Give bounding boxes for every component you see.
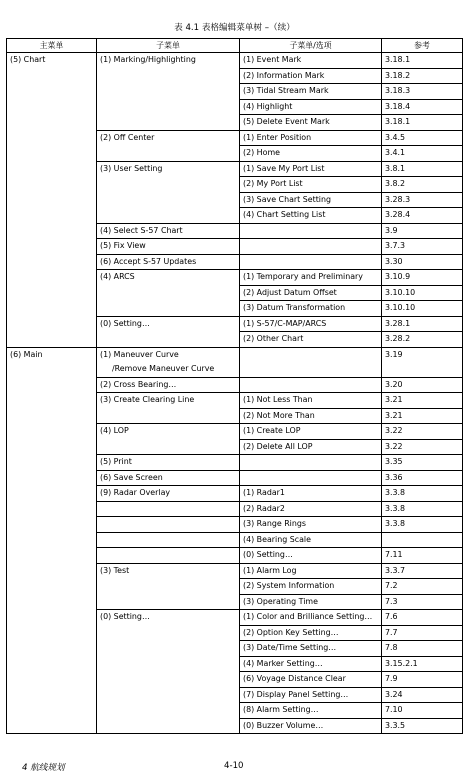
option-cell: (4) Bearing Scale	[240, 532, 382, 548]
header-reference: 参考	[382, 39, 463, 53]
option-cell: (1) Color and Brilliance Setting…	[240, 610, 382, 626]
reference-cell: 3.18.4	[382, 99, 463, 115]
reference-cell: 3.36	[382, 470, 463, 486]
submenu-cell: (3) Create Clearing Line	[97, 393, 240, 424]
submenu-cell: (4) Select S-57 Chart	[97, 223, 240, 239]
submenu-line-2: /Remove Maneuver Curve	[112, 364, 215, 373]
submenu-cell: (5) Fix View	[97, 239, 240, 255]
submenu-line-1: (1) Maneuver Curve	[100, 349, 179, 359]
reference-cell: 3.18.2	[382, 68, 463, 84]
reference-cell: 3.19	[382, 347, 463, 377]
option-cell: (0) Setting…	[240, 548, 382, 564]
chapter-footer: 4 航线规划	[22, 763, 65, 773]
reference-cell: 3.28.4	[382, 208, 463, 224]
table-row	[7, 347, 463, 377]
reference-cell: 3.24	[382, 687, 463, 703]
option-cell: (1) Radar1	[240, 486, 382, 502]
option-cell: (1) Event Mark	[240, 53, 382, 69]
option-cell: (4) Chart Setting List	[240, 208, 382, 224]
reference-cell: 7.10	[382, 703, 463, 719]
reference-cell: 7.8	[382, 641, 463, 657]
option-cell: (4) Highlight	[240, 99, 382, 115]
submenu-cell-empty	[97, 532, 240, 548]
reference-cell: 3.21	[382, 408, 463, 424]
option-cell: (2) My Port List	[240, 177, 382, 193]
reference-cell: 3.28.1	[382, 316, 463, 332]
option-cell: (2) Option Key Setting…	[240, 625, 382, 641]
reference-cell: 3.10.10	[382, 301, 463, 317]
submenu-cell: (5) Print	[97, 455, 240, 471]
option-cell: (2) Other Chart	[240, 332, 382, 348]
option-cell: (7) Display Panel Setting…	[240, 687, 382, 703]
reference-cell: 3.8.2	[382, 177, 463, 193]
submenu-cell: (9) Radar Overlay	[97, 486, 240, 502]
option-cell: (8) Alarm Setting…	[240, 703, 382, 719]
main-menu-cell: (5) Chart	[7, 53, 97, 348]
option-cell	[240, 377, 382, 393]
header-submenu-option: 子菜单/选项	[240, 39, 382, 53]
option-cell: (1) Save My Port List	[240, 161, 382, 177]
reference-cell: 3.28.3	[382, 192, 463, 208]
option-cell: (1) Create LOP	[240, 424, 382, 440]
option-cell: (3) Operating Time	[240, 594, 382, 610]
reference-cell: 3.3.8	[382, 517, 463, 533]
submenu-cell: (2) Off Center	[97, 130, 240, 161]
reference-cell: 3.22	[382, 424, 463, 440]
option-cell: (5) Delete Event Mark	[240, 115, 382, 131]
reference-cell: 3.15.2.1	[382, 656, 463, 672]
option-cell	[240, 254, 382, 270]
reference-cell: 3.30	[382, 254, 463, 270]
option-cell: (0) Buzzer Volume…	[240, 718, 382, 734]
reference-cell: 3.10.10	[382, 285, 463, 301]
header-main-menu: 主菜单	[7, 39, 97, 53]
reference-cell: 3.4.1	[382, 146, 463, 162]
option-cell	[240, 455, 382, 471]
option-cell	[240, 470, 382, 486]
reference-cell: 3.4.5	[382, 130, 463, 146]
reference-cell: 3.3.5	[382, 718, 463, 734]
option-cell: (2) Not More Than	[240, 408, 382, 424]
reference-cell: 7.7	[382, 625, 463, 641]
option-cell	[240, 239, 382, 255]
submenu-cell: (6) Accept S-57 Updates	[97, 254, 240, 270]
submenu-cell: (0) Setting…	[97, 316, 240, 347]
reference-cell: 3.20	[382, 377, 463, 393]
table-header-row	[7, 39, 463, 53]
option-cell: (2) Radar2	[240, 501, 382, 517]
option-cell: (6) Voyage Distance Clear	[240, 672, 382, 688]
submenu-cell	[97, 347, 240, 377]
submenu-cell: (2) Cross Bearing…	[97, 377, 240, 393]
submenu-cell-empty	[97, 501, 240, 517]
page-number: 4-10	[224, 761, 244, 771]
reference-cell: 7.9	[382, 672, 463, 688]
reference-cell: 3.7.3	[382, 239, 463, 255]
reference-cell: 7.2	[382, 579, 463, 595]
option-cell: (2) Home	[240, 146, 382, 162]
submenu-cell-empty	[97, 548, 240, 564]
reference-cell: 3.21	[382, 393, 463, 409]
option-cell: (3) Range Rings	[240, 517, 382, 533]
reference-cell: 3.10.9	[382, 270, 463, 286]
submenu-cell-empty	[97, 517, 240, 533]
table-row	[7, 53, 463, 69]
reference-cell	[382, 532, 463, 548]
reference-cell: 3.8.1	[382, 161, 463, 177]
option-cell: (1) Enter Position	[240, 130, 382, 146]
option-cell: (2) Delete All LOP	[240, 439, 382, 455]
reference-cell: 3.3.8	[382, 486, 463, 502]
reference-cell: 3.18.3	[382, 84, 463, 100]
table-caption: 表 4.1 表格编辑菜单树 –（续）	[174, 23, 295, 33]
menu-tree-table	[6, 38, 463, 734]
reference-cell: 3.35	[382, 455, 463, 471]
reference-cell: 3.28.2	[382, 332, 463, 348]
submenu-cell: (4) ARCS	[97, 270, 240, 317]
submenu-cell: (3) User Setting	[97, 161, 240, 223]
option-cell: (1) S-57/C-MAP/ARCS	[240, 316, 382, 332]
submenu-cell: (1) Marking/Highlighting	[97, 53, 240, 131]
reference-cell: 3.22	[382, 439, 463, 455]
submenu-cell: (3) Test	[97, 563, 240, 610]
reference-cell: 3.18.1	[382, 115, 463, 131]
option-cell: (1) Temporary and Preliminary	[240, 270, 382, 286]
header-submenu: 子菜单	[97, 39, 240, 53]
reference-cell: 7.3	[382, 594, 463, 610]
option-cell	[240, 347, 382, 377]
option-cell: (1) Not Less Than	[240, 393, 382, 409]
reference-cell: 3.18.1	[382, 53, 463, 69]
reference-cell: 3.3.7	[382, 563, 463, 579]
option-cell: (3) Save Chart Setting	[240, 192, 382, 208]
option-cell: (4) Marker Setting…	[240, 656, 382, 672]
option-cell	[240, 223, 382, 239]
option-cell: (1) Alarm Log	[240, 563, 382, 579]
reference-cell: 3.3.8	[382, 501, 463, 517]
main-menu-cell: (6) Main	[7, 347, 97, 734]
option-cell: (2) Adjust Datum Offset	[240, 285, 382, 301]
option-cell: (3) Datum Transformation	[240, 301, 382, 317]
reference-cell: 7.6	[382, 610, 463, 626]
submenu-cell: (6) Save Screen	[97, 470, 240, 486]
option-cell: (2) System Information	[240, 579, 382, 595]
reference-cell: 3.9	[382, 223, 463, 239]
option-cell: (3) Date/Time Setting…	[240, 641, 382, 657]
option-cell: (3) Tidal Stream Mark	[240, 84, 382, 100]
reference-cell: 7.11	[382, 548, 463, 564]
option-cell: (2) Information Mark	[240, 68, 382, 84]
submenu-cell: (0) Setting…	[97, 610, 240, 734]
submenu-cell: (4) LOP	[97, 424, 240, 455]
